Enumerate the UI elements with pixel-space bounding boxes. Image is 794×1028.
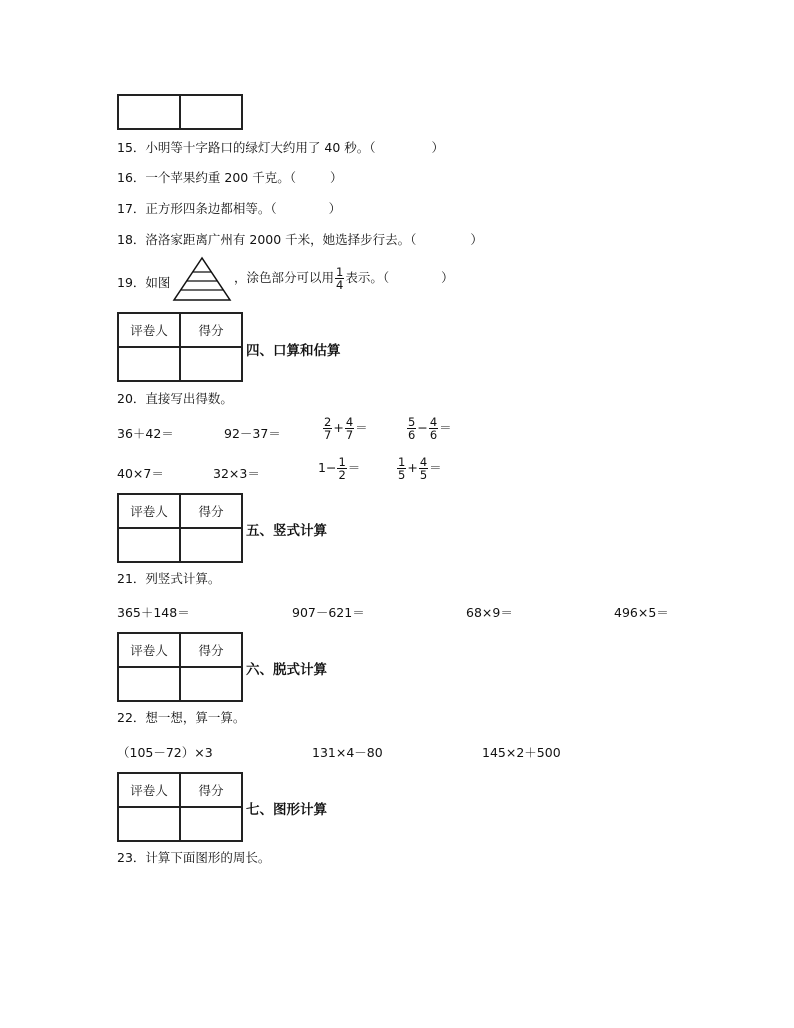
pyramid-figure bbox=[172, 256, 232, 302]
grading-box-section-4 bbox=[117, 312, 243, 382]
q21-expr-1: 365＋148＝ bbox=[117, 605, 190, 620]
section-7-title: 七、图形计算 bbox=[246, 802, 327, 818]
q20-expr-6: 32×3＝ bbox=[213, 466, 260, 481]
question-16: 16．一个苹果约重 200 千克。（ ） bbox=[117, 170, 343, 185]
q21-expr-4: 496×5＝ bbox=[614, 605, 669, 620]
q22-expr-1: （105－72）×3 bbox=[117, 745, 213, 760]
q20-expr-5: 40×7＝ bbox=[117, 466, 164, 481]
section-5-title: 五、竖式计算 bbox=[246, 523, 327, 539]
question-20-title: 20．直接写出得数。 bbox=[117, 391, 233, 406]
q20-expr-3: $\frac{2}{7}$ + $\frac{4}{7}$ ＝ bbox=[324, 415, 368, 442]
top-answer-box bbox=[117, 94, 243, 130]
question-22-title: 22．想一想，算一算。 bbox=[117, 710, 246, 725]
question-18: 18．洛洛家距离广州有 2000 千米，她选择步行去。（ ） bbox=[117, 232, 483, 247]
grading-box-section-5: 评卷人 得分 bbox=[117, 493, 243, 563]
q20-expr-8: $\frac{1}{5}$ + $\frac{4}{5}$ ＝ bbox=[398, 455, 442, 482]
q20-expr-7: 1− $\frac{1}{2}$ ＝ bbox=[318, 455, 361, 482]
q21-expr-2: 907－621＝ bbox=[292, 605, 365, 620]
q22-expr-3: 145×2＋500 bbox=[482, 745, 561, 760]
section-4-title: 四、口算和估算 bbox=[246, 343, 341, 359]
fraction-one-quarter: $\frac{1}{4}$ bbox=[336, 265, 344, 292]
grading-box-section-6: 评卷人 得分 bbox=[117, 632, 243, 702]
grading-box-section-7: 评卷人 得分 bbox=[117, 772, 243, 842]
question-23-title: 23．计算下面图形的周长。 bbox=[117, 850, 271, 865]
top-box-cell-right bbox=[180, 95, 242, 129]
top-box-cell-left bbox=[118, 95, 180, 129]
score-label: 得分 bbox=[180, 313, 242, 347]
q20-expr-4: $\frac{5}{6}$ − $\frac{4}{6}$ ＝ bbox=[408, 415, 452, 442]
question-15: 15．小明等十字路口的绿灯大约用了 40 秒。（ ） bbox=[117, 140, 445, 155]
q21-expr-3: 68×9＝ bbox=[466, 605, 513, 620]
q20-expr-1: 36＋42＝ bbox=[117, 426, 174, 441]
question-21-title: 21．列竖式计算。 bbox=[117, 571, 221, 586]
reviewer-label: 评卷人 bbox=[118, 313, 180, 347]
q22-expr-2: 131×4－80 bbox=[312, 745, 383, 760]
question-17: 17．正方形四条边都相等。（ ） bbox=[117, 201, 342, 216]
q20-expr-2: 92－37＝ bbox=[224, 426, 281, 441]
section-6-title: 六、脱式计算 bbox=[246, 662, 327, 678]
question-19-body: ，涂色部分可以用 $\frac{1}{4}$ 表示。（ ） bbox=[234, 265, 454, 292]
question-19-prefix: 19．如图 bbox=[117, 275, 171, 290]
